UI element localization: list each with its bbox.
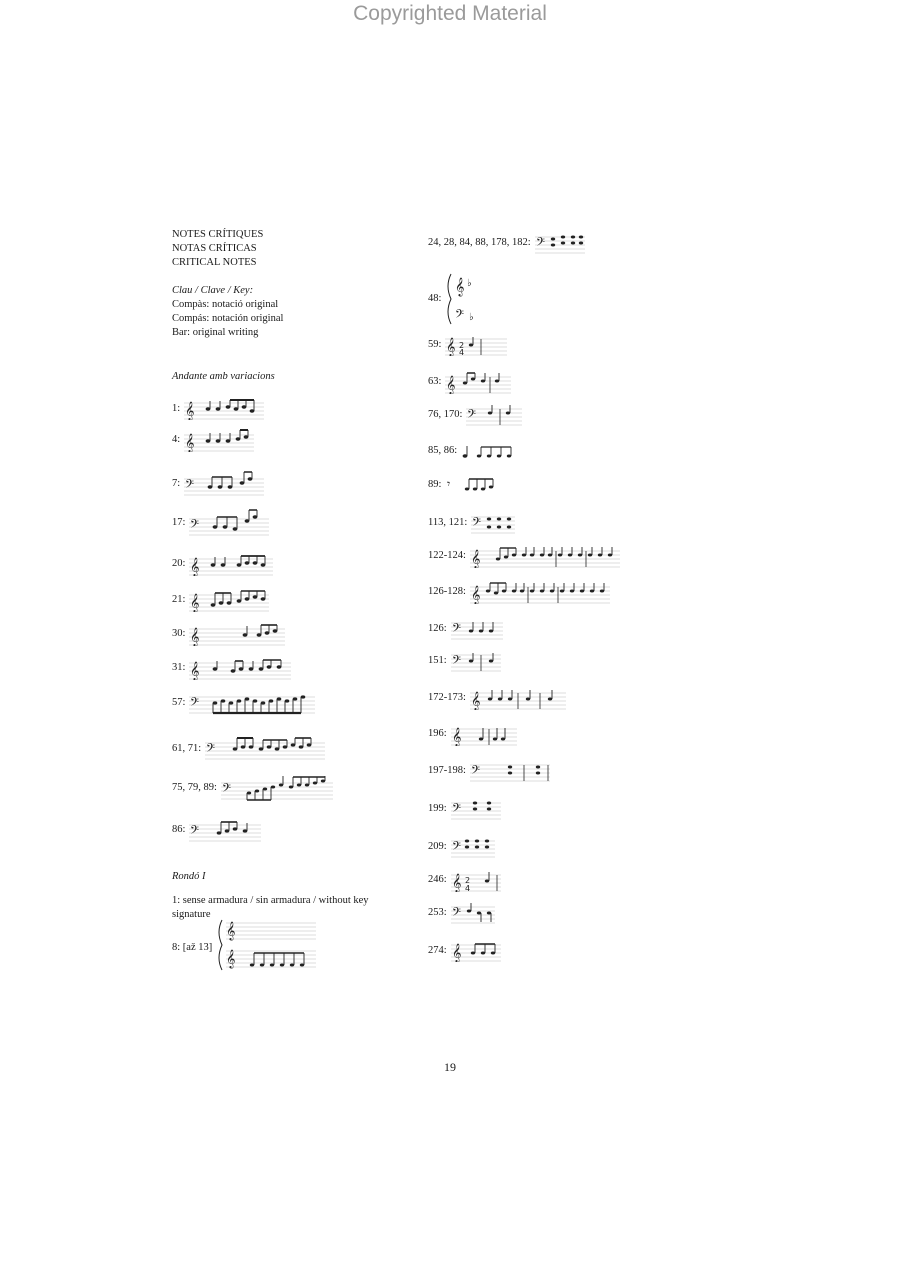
bar-label: 57: [172, 697, 186, 708]
music-incipit [471, 512, 515, 534]
svg-text:𝄢: 𝄢 [472, 516, 482, 532]
svg-text:4: 4 [459, 348, 465, 356]
svg-text:𝄞: 𝄞 [446, 337, 456, 356]
music-incipit [535, 232, 585, 254]
heading-spanish: NOTAS CRÍTICAS [172, 243, 257, 254]
bar-label: 196: [428, 728, 447, 739]
svg-text:𝄞: 𝄞 [190, 661, 200, 680]
bar-label: 17: [172, 517, 186, 528]
svg-text:𝄢: 𝄢 [185, 478, 195, 494]
svg-text:𝄢: 𝄢 [221, 782, 231, 798]
heading-catalan: NOTES CRÍTIQUES [172, 229, 264, 240]
bar-label: 89: [428, 479, 442, 490]
svg-text:𝄞: 𝄞 [470, 549, 481, 568]
music-incipit [451, 940, 501, 962]
bar-label: 76, 170: [428, 409, 463, 420]
music-incipit [445, 476, 505, 494]
note-entry [428, 476, 505, 494]
music-incipit [451, 902, 495, 924]
bar-label: 30: [172, 628, 186, 639]
svg-text:4: 4 [464, 884, 470, 892]
note-entry [428, 442, 517, 460]
music-incipit [451, 618, 503, 640]
music-incipit [445, 272, 485, 326]
note-entry [428, 232, 585, 254]
music-incipit [189, 552, 273, 576]
bar-label: 246: [428, 874, 447, 885]
note-entry [172, 818, 261, 842]
bar-label: 209: [428, 841, 447, 852]
music-incipit [470, 580, 610, 604]
note-entry [428, 760, 550, 782]
note-entry [172, 398, 264, 420]
note-entry [172, 508, 269, 538]
music-incipit [189, 588, 269, 612]
svg-text:♭: ♭ [469, 312, 475, 323]
music-incipit [451, 650, 501, 672]
music-incipit [221, 774, 333, 802]
svg-text:𝄞: 𝄞 [185, 401, 195, 420]
bar-label: 172-173: [428, 692, 466, 703]
music-incipit [445, 334, 507, 356]
legend-line-english: Bar: original writing [172, 327, 259, 338]
svg-text:𝄞: 𝄞 [451, 943, 462, 962]
svg-text:𝄢: 𝄢 [455, 308, 465, 324]
note-entry [428, 334, 507, 356]
note-entry [172, 552, 273, 576]
legend-line-catalan: Compàs: notació original [172, 299, 279, 310]
note-entry [428, 512, 515, 534]
svg-text:𝄢: 𝄢 [470, 764, 480, 780]
bar-label: 75, 79, 89: [172, 782, 217, 793]
bar-label: 31: [172, 662, 186, 673]
note-entry [172, 622, 285, 646]
svg-text:𝄞: 𝄞 [455, 277, 465, 296]
note-entry [172, 918, 316, 972]
bar-label: 126: [428, 623, 447, 634]
bar-label: 86: [172, 824, 186, 835]
bar-label: 85, 86: [428, 445, 458, 456]
bar-label: 122-124: [428, 550, 466, 561]
music-incipit [189, 508, 269, 538]
note-entry [428, 650, 501, 672]
music-incipit [451, 798, 501, 820]
bar-label: 24, 28, 84, 88, 178, 182: [428, 237, 531, 248]
left-column-header [172, 228, 407, 340]
svg-text:𝄢: 𝄢 [451, 906, 461, 922]
note-entry [172, 736, 325, 762]
svg-text:𝄞: 𝄞 [451, 727, 462, 746]
note-entry [172, 470, 264, 498]
svg-text:𝄢: 𝄢 [206, 742, 216, 758]
music-incipit [470, 760, 550, 782]
bar-label: 1: [172, 403, 181, 414]
heading-english: CRITICAL NOTES [172, 257, 257, 268]
note-entry [172, 774, 333, 802]
bar-label: 197-198: [428, 765, 466, 776]
bar-label: 274: [428, 945, 447, 956]
note-entry [428, 686, 566, 710]
bar-label: 8: [až 13] [172, 942, 213, 953]
music-incipit [184, 398, 264, 420]
svg-text:𝄞: 𝄞 [190, 593, 200, 612]
music-incipit [205, 736, 325, 762]
svg-text:𝄢: 𝄢 [190, 696, 200, 712]
rondo-note-keysig: 1: sense armadura / sin armadura / without key signature [172, 895, 369, 920]
music-incipit [189, 690, 315, 716]
svg-text:𝄢: 𝄢 [467, 408, 477, 424]
svg-text:𝄞: 𝄞 [185, 433, 195, 452]
svg-text:𝄢: 𝄢 [451, 622, 461, 638]
music-incipit [451, 868, 501, 892]
copyright-watermark: Copyrighted Material [353, 2, 547, 25]
bar-label: 7: [172, 478, 181, 489]
note-entry [428, 544, 620, 568]
bar-label: 61, 71: [172, 743, 202, 754]
bar-label: 59: [428, 339, 442, 350]
note-entry [172, 588, 269, 612]
svg-text:♭: ♭ [467, 278, 473, 289]
note-entry [428, 580, 610, 604]
bar-label: 48: [428, 293, 442, 304]
svg-text:2: 2 [459, 341, 465, 350]
svg-text:𝄞: 𝄞 [226, 949, 236, 968]
music-incipit [466, 404, 522, 426]
section-andante: Andante amb variacions [172, 371, 275, 382]
bar-label: 126-128: [428, 586, 466, 597]
note-entry [428, 940, 501, 962]
music-incipit [189, 656, 291, 680]
music-incipit [470, 544, 620, 568]
bar-label: 253: [428, 907, 447, 918]
music-incipit [189, 818, 261, 842]
legend-key: Clau / Clave / Key: [172, 285, 254, 296]
note-entry [428, 404, 522, 426]
note-entry [172, 690, 315, 716]
svg-text:𝄢: 𝄢 [451, 840, 461, 856]
note-entry [428, 618, 503, 640]
bar-label: 151: [428, 655, 447, 666]
music-incipit [184, 470, 264, 498]
svg-text:𝄞: 𝄞 [451, 873, 462, 892]
section-rondo: Rondó I [172, 871, 206, 882]
note-entry [428, 902, 495, 924]
legend-line-spanish: Compás: notación original [172, 313, 284, 324]
music-incipit [189, 622, 285, 646]
bar-label: 63: [428, 376, 442, 387]
music-incipit [451, 836, 495, 858]
svg-text:𝄞: 𝄞 [470, 691, 481, 710]
note-entry [428, 272, 485, 326]
bar-label: 113, 121: [428, 517, 468, 528]
music-incipit [470, 686, 566, 710]
bar-label: 199: [428, 803, 447, 814]
svg-text:𝄢: 𝄢 [451, 654, 461, 670]
note-entry [428, 370, 511, 394]
note-entry [428, 722, 517, 746]
svg-text:𝄞: 𝄞 [470, 585, 481, 604]
svg-text:𝄾: 𝄾 [447, 477, 451, 491]
svg-text:𝄢: 𝄢 [451, 802, 461, 818]
page-number: 19 [444, 1060, 456, 1074]
svg-text:𝄢: 𝄢 [190, 518, 200, 534]
bar-label: 4: [172, 434, 181, 445]
music-incipit [461, 442, 517, 460]
note-entry [172, 428, 254, 452]
svg-text:𝄢: 𝄢 [535, 236, 545, 252]
music-incipit [216, 918, 316, 972]
note-entry [428, 836, 495, 858]
svg-text:𝄞: 𝄞 [446, 375, 456, 394]
note-entry [428, 798, 501, 820]
svg-text:𝄞: 𝄞 [190, 557, 200, 576]
svg-text:𝄞: 𝄞 [190, 627, 200, 646]
note-entry [172, 656, 291, 680]
svg-text:2: 2 [464, 876, 470, 885]
music-incipit [451, 722, 517, 746]
music-incipit [445, 370, 511, 394]
svg-text:𝄢: 𝄢 [190, 824, 200, 840]
note-entry [428, 868, 501, 892]
svg-text:𝄞: 𝄞 [226, 921, 236, 940]
music-incipit [184, 428, 254, 452]
bar-label: 21: [172, 594, 186, 605]
bar-label: 20: [172, 558, 186, 569]
